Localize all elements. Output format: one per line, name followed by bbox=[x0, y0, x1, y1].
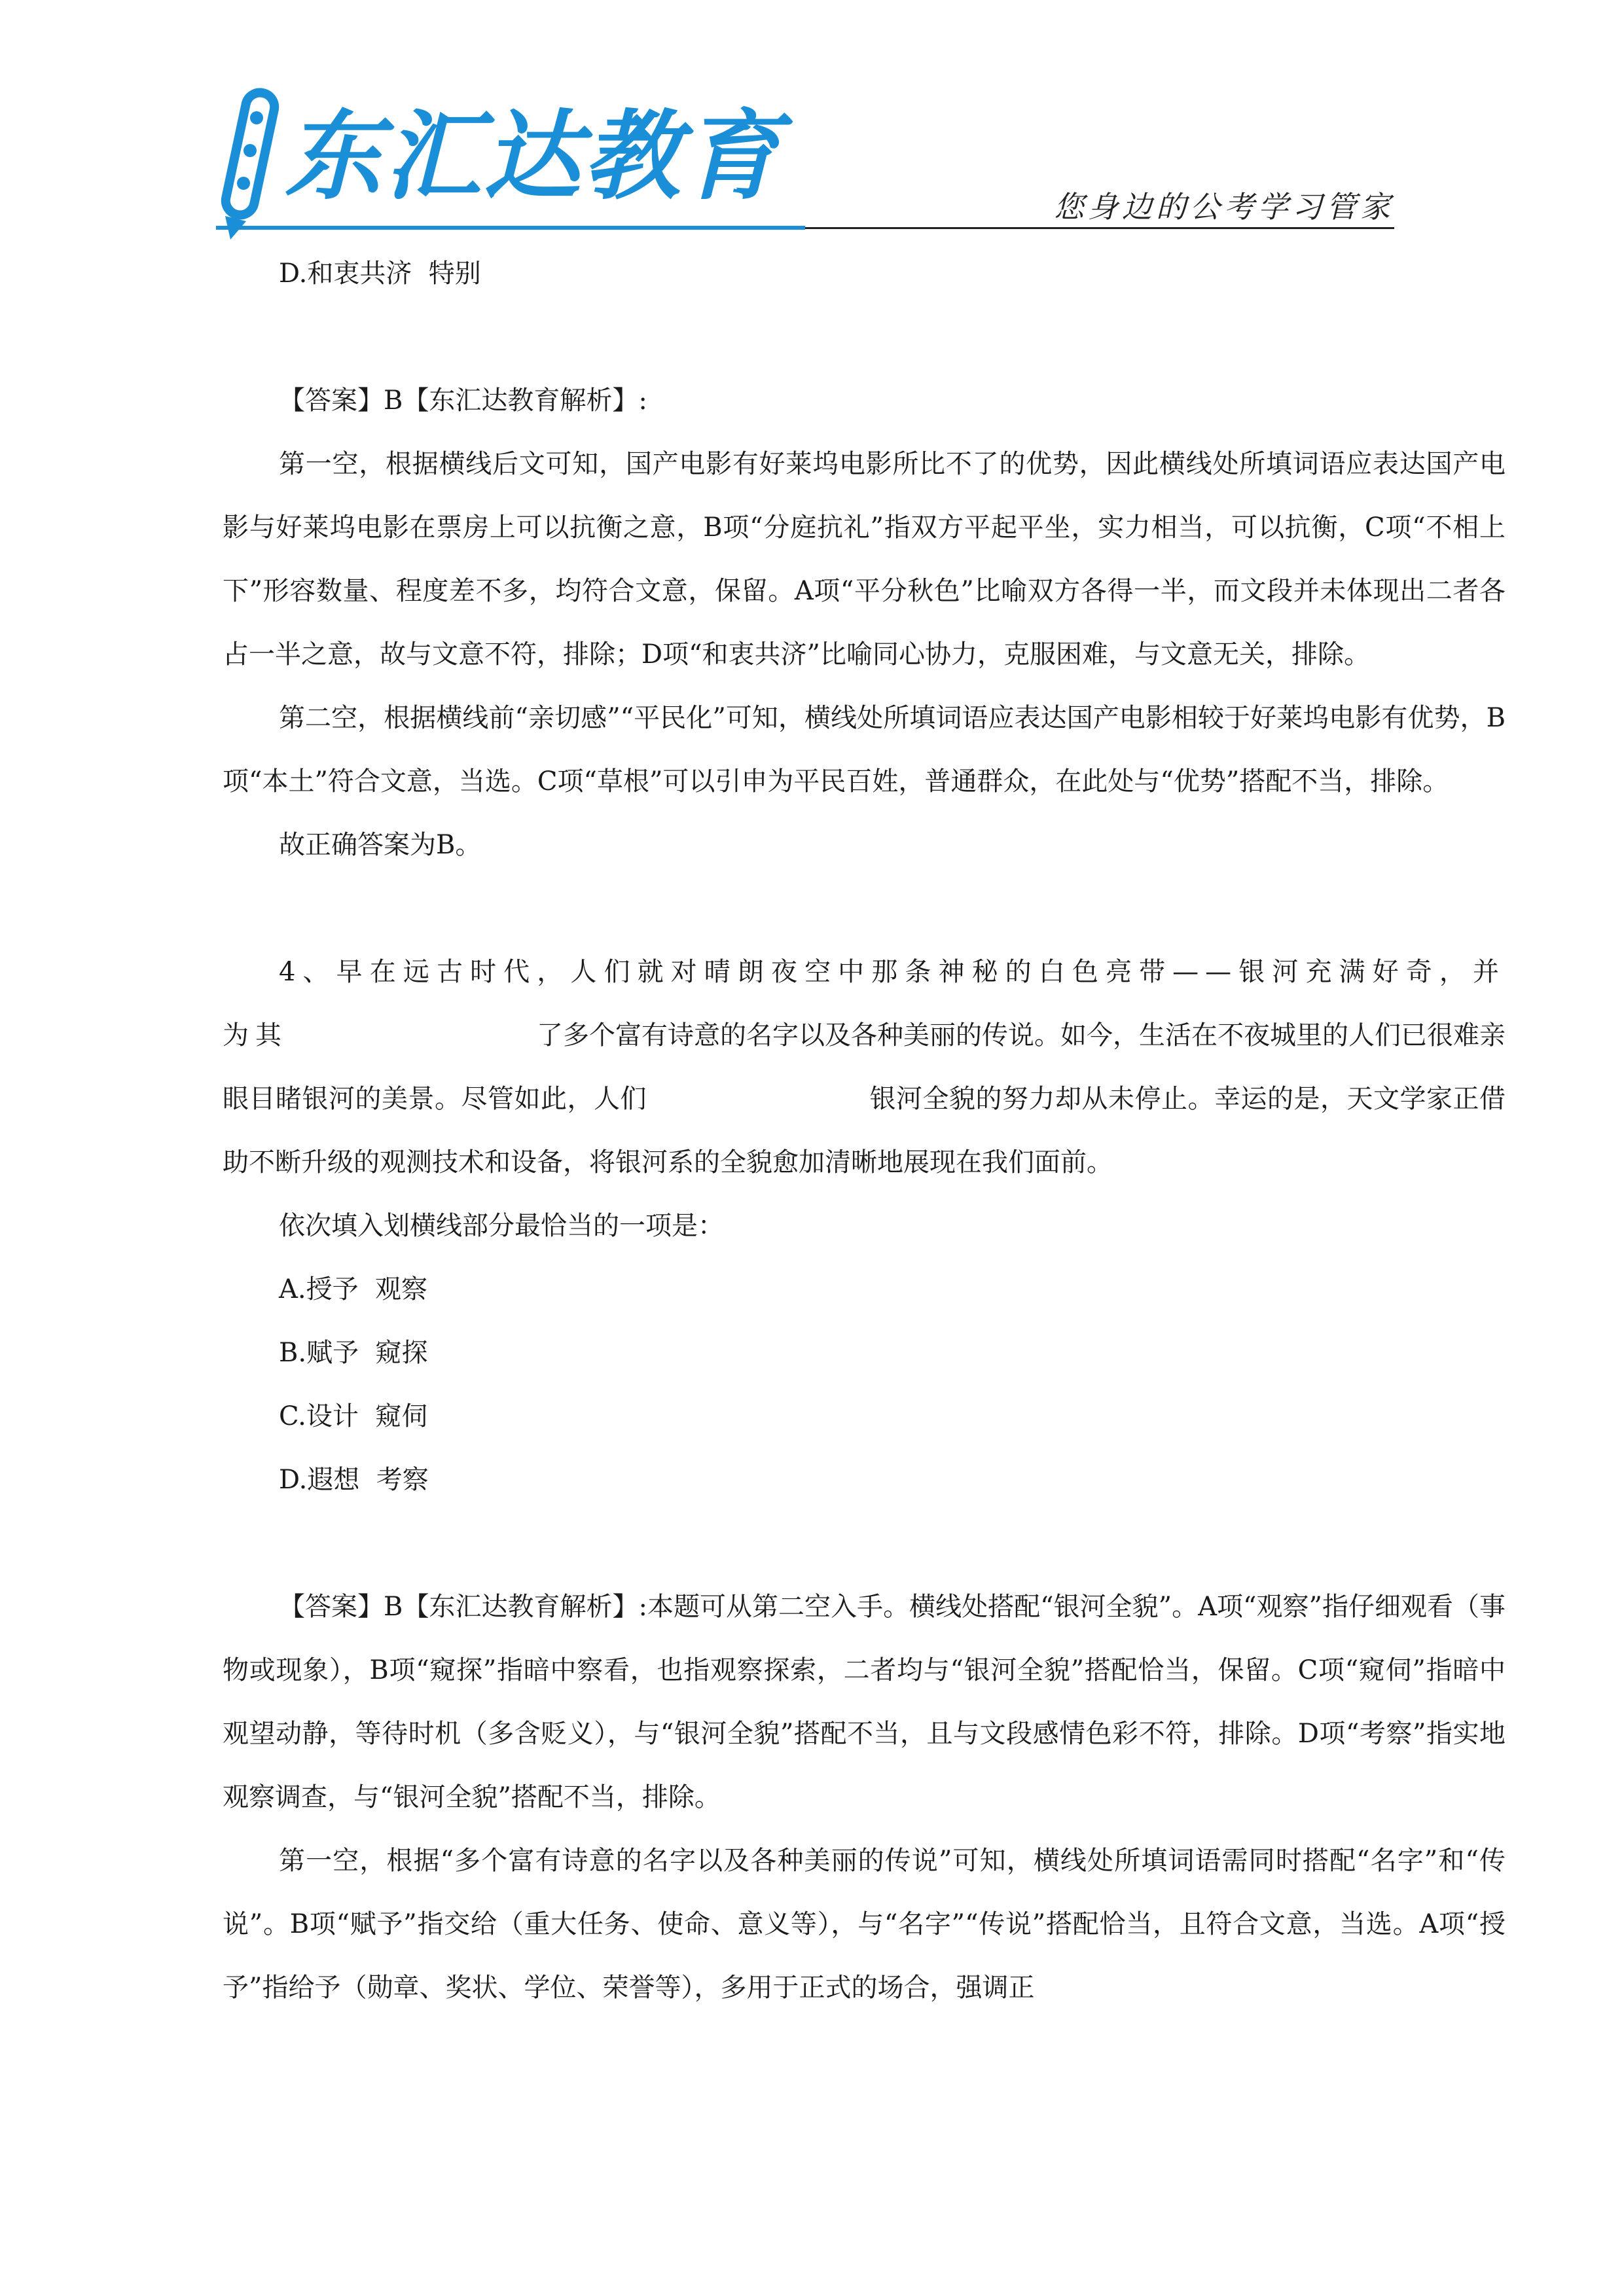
header-divider-blue bbox=[216, 226, 805, 230]
page-header bbox=[216, 72, 1394, 242]
spacer bbox=[223, 1512, 1506, 1575]
question4-stem-part3: 银河全貌的努力却从未停止。幸运的是，天文学家正借助不断升级的观测技术和设备，将银河系的全貌愈加清晰地展现在我们面前。 bbox=[223, 1084, 1506, 1177]
pencil-logo-icon bbox=[216, 85, 288, 242]
answer3-heading: 【答案】B【东汇达教育解析】: bbox=[279, 386, 647, 416]
answer3-para1: 第一空，根据横线后文可知，国产电影有好莱坞电影所比不了的优势，因此横线处所填词语应表达国产电影与好莱坞电影在票房上可以抗衡之意，B项“分庭抗礼”指双方平起平坐，实力相当，可以抗衡，C项“不相上下”形容数量、程度差不多，均符合文意，保留。A项“平分秋色”比喻双方各得一半，而文段并未体现出二者各占一半之意，故与文意不符，排除；D项“和衷共济”比喻同心协力，克服困难，与文意无关，排除。 bbox=[223, 449, 1506, 670]
answer4-para1: 【答案】B【东汇达教育解析】:本题可从第二空入手。横线处搭配“银河全貌”。A项“观察”指仔细观看（事物或现象），B项“窥探”指暗中察看，也指观察探索，二者均与“银河全貌”搭配恰当，保留。C项“窥伺”指暗中观望动静，等待时机（多含贬义），与“银河全貌”搭配不当，且与文段感情色彩不符，排除。D项“考察”指实地观察调查，与“银河全貌”搭配不当，排除。 bbox=[223, 1592, 1506, 1812]
brand-logo-text: 东汇达教育 bbox=[285, 100, 782, 213]
question4-instruction: 依次填入划横线部分最恰当的一项是： bbox=[279, 1211, 724, 1241]
question4-option-d: D.遐想 考察 bbox=[279, 1465, 429, 1495]
prev-option-d: D.和衷共济 特别 bbox=[279, 259, 481, 289]
question4-stem-part2: 了多个富有诗意的名字以及各种美丽的传说。如今，生活在不夜城里的人们已很难亲眼目睹银河的美景。尽管如此，人们 bbox=[223, 1020, 1506, 1114]
spacer bbox=[223, 306, 1506, 369]
header-divider-black bbox=[805, 227, 1394, 229]
question4-option-a: A.授予 观察 bbox=[279, 1274, 428, 1304]
document-body bbox=[223, 242, 1506, 2020]
question4-stem-part1: 4、早在远古时代，人们就对晴朗夜空中那条神秘的白色亮带——银河充满好奇，并为其 bbox=[223, 957, 1506, 1050]
answer3-conclusion: 故正确答案为B。 bbox=[279, 830, 482, 860]
question4-option-c: C.设计 窥伺 bbox=[279, 1401, 428, 1431]
question4-stem bbox=[223, 941, 1506, 1194]
answer3-para2: 第二空，根据横线前“亲切感”“平民化”可知，横线处所填词语应表达国产电影相较于好莱坞电影有优势，B项“本土”符合文意，当选。C项“草根”可以引申为平民百姓，普通群众，在此处与“优势”搭配不当，排除。 bbox=[223, 703, 1506, 797]
question4-option-b: B.赋予 窥探 bbox=[279, 1338, 428, 1368]
spacer bbox=[223, 877, 1506, 941]
header-tagline: 您身边的公考学习管家 bbox=[1054, 189, 1394, 224]
answer4-para2: 第一空，根据“多个富有诗意的名字以及各种美丽的传说”可知，横线处所填词语需同时搭配“名字”和“传说”。B项“赋予”指交给（重大任务、使命、意义等），与“名字”“传说”搭配恰当，且符合文意，当选。A项“授予”指给予（勋章、奖状、学位、荣誉等），多用于正式的场合，强调正 bbox=[223, 1846, 1506, 2003]
